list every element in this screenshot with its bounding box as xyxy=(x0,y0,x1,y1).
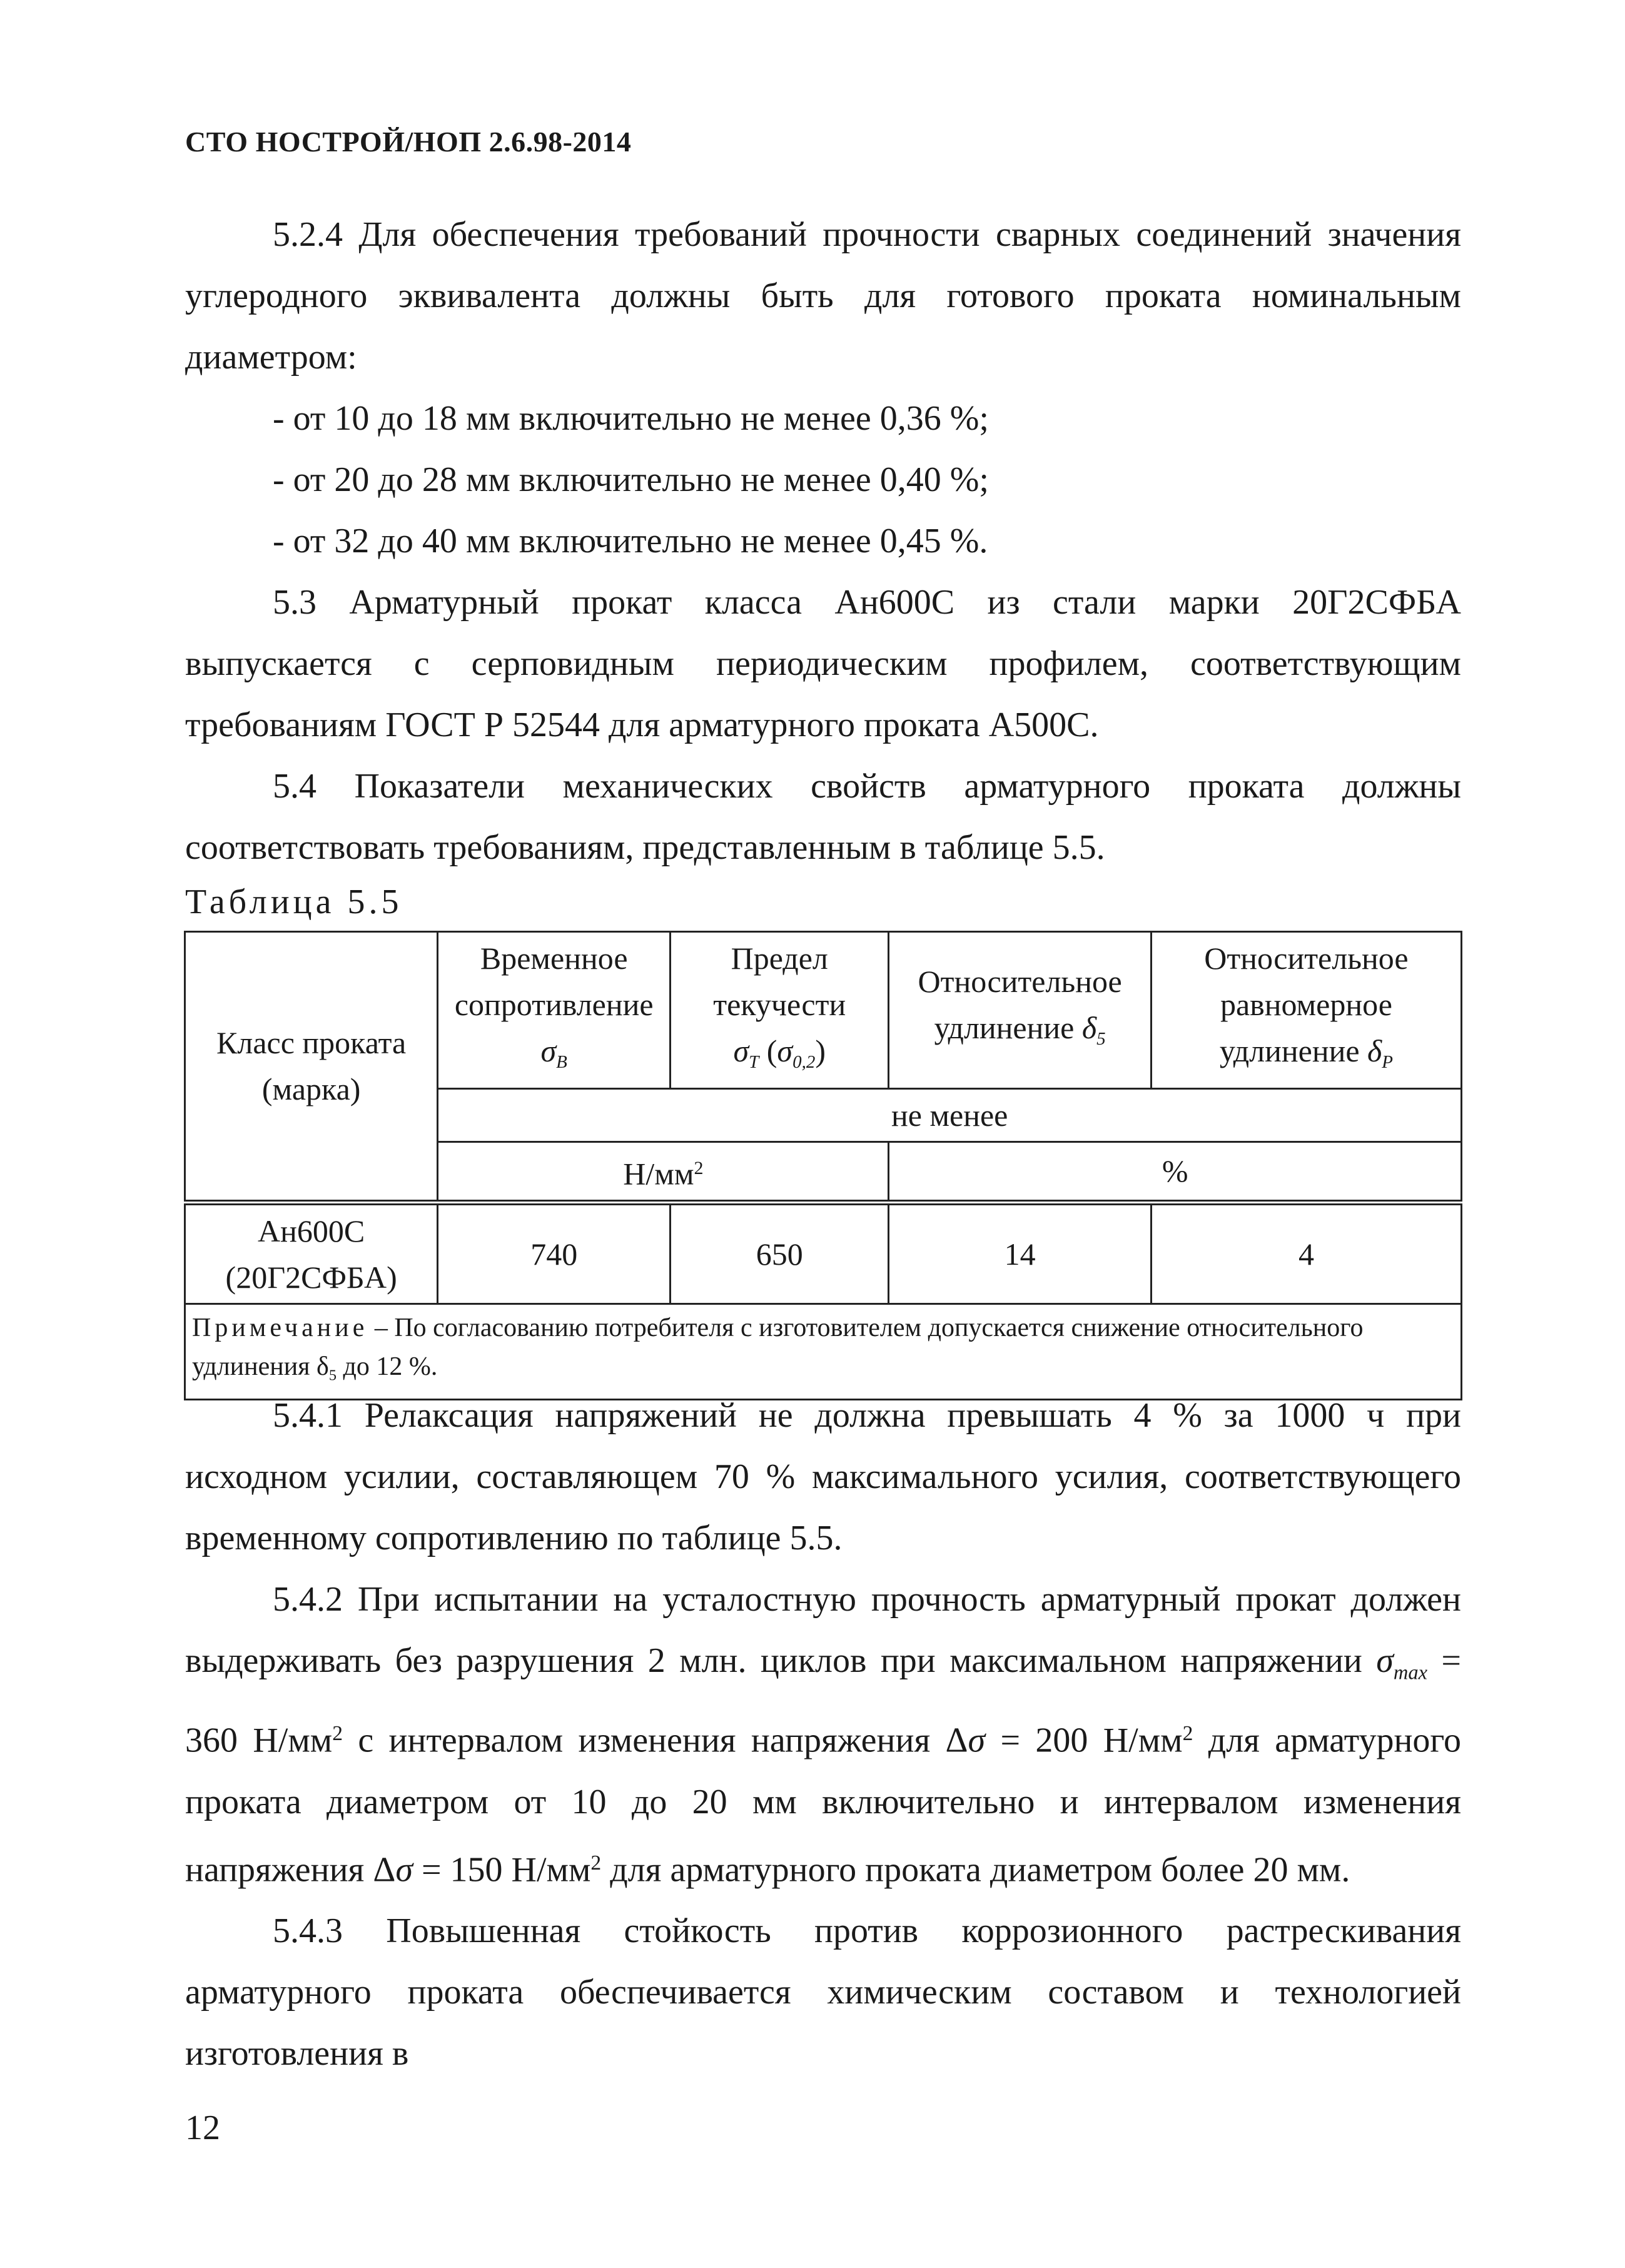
paragraph-5-4-2: 5.4.2 При испытании на усталостную прочность арматурный прокат должен выдерживать без разрушения 2 млн. циклов при максимальном напряжении $\sigma_{max} = 360$ $Н/мм^2$ с интервалом изменения напряжения Δσ = 200 $Н/мм^2$ для арматурного проката диаметром от 10 до 20 мм включительно и интервалом изменения напряжения Δσ = 150 $Н/мм^2$ для арматурного проката диаметром более 20 мм. xyxy=(185,1580,1462,1890)
paragraph-5-4-3: 5.4.3 Повышенная стойкость против коррозионного растрескивания арматурного проката обеспечивается химическим составом и технологией изготовления в xyxy=(185,1911,1461,2073)
list-item: - от 10 до 18 мм включительно не менее 0,36 %; xyxy=(273,399,989,438)
header-yield-strength: Предел текучести $\sigma_T$ $(\sigma_{0,2})$ xyxy=(671,932,889,1089)
unit-stress: $Н/мм^2$ xyxy=(438,1142,889,1203)
header-yield-text: Предел текучести xyxy=(713,941,846,1022)
symbol-sigma-alt: σ xyxy=(777,1033,793,1068)
paragraph-5-4: 5.4 Показатели механических свойств арматурного проката должны соответствовать требованиям, представленным в таблице 5.5. xyxy=(185,767,1461,867)
cell-tensile: 740 xyxy=(438,1202,671,1304)
note-label: Примечание xyxy=(192,1313,368,1342)
note-text: – По согласованию потребителя с изготовителем допускается снижение относительного удлинения δ xyxy=(192,1313,1364,1381)
header-tensile-text: Временное сопротивление xyxy=(454,941,654,1022)
text-block-top xyxy=(185,204,1461,878)
cell-uniform: 4 xyxy=(1151,1202,1461,1304)
page-number: 12 xyxy=(185,2109,220,2147)
symbol-subscript: P xyxy=(1382,1052,1394,1073)
paragraph-5-4-1: 5.4.1 Релаксация напряжений не должна превышать 4 % за 1000 ч при исходном усилии, составляющем 70 % максимального усилия, соответствующего временному сопротивлению по таблице 5.5. xyxy=(185,1396,1461,1557)
unit-percent: % xyxy=(889,1142,1462,1203)
cell-class: Ан600С (20Г2СФБА) xyxy=(185,1202,438,1304)
table-note: Примечание – По согласованию потребителя с изготовителем допускается снижение относительного удлинения $\delta_5$ до 12 %. xyxy=(185,1304,1462,1400)
symbol-subscript: T xyxy=(749,1052,759,1073)
symbol-sigma: σ xyxy=(733,1033,749,1068)
symbol-sigma: σ xyxy=(540,1033,557,1068)
header-uniform-elongation xyxy=(1151,932,1461,1089)
cell-yield: 650 xyxy=(671,1202,889,1304)
paragraph-5-3: 5.3 Арматурный прокат класса Ан600С из стали марки 20Г2СФБА выпускается с серповидным периодическим профилем, соответствующим требованиям ГОСТ Р 52544 для арматурного проката А500С. xyxy=(185,583,1461,744)
symbol-subscript: 5 xyxy=(1096,1029,1106,1050)
document-header: СТО НОСТРОЙ/НОП 2.6.98-2014 xyxy=(185,126,632,158)
header-uniform-text: Относительное равномерное удлинение xyxy=(1204,941,1409,1068)
header-class: Класс проката (марка) xyxy=(185,932,438,1203)
mechanical-properties-table xyxy=(184,931,1462,1400)
list-item: - от 20 до 28 мм включительно не менее 0,40 %; xyxy=(273,460,989,499)
min-label: не менее xyxy=(438,1089,1462,1142)
cell-elongation: 14 xyxy=(889,1202,1152,1304)
symbol-delta: δ xyxy=(1081,1010,1097,1045)
header-elongation xyxy=(889,932,1152,1089)
text-block-bottom xyxy=(185,1385,1461,2084)
list-item: - от 32 до 40 мм включительно не менее 0,45 %. xyxy=(273,522,988,560)
header-tensile-strength xyxy=(438,932,671,1089)
header-elongation-text: Относительное удлинение xyxy=(918,964,1122,1045)
paragraph-5-2-4: 5.2.4 Для обеспечения требований прочности сварных соединений значения углеродного эквивалента должны быть для готового проката номинальным диаметром: xyxy=(185,215,1461,377)
symbol-subscript: B xyxy=(556,1052,567,1073)
table-caption: Таблица 5.5 xyxy=(185,883,403,921)
symbol-delta: δ xyxy=(1367,1033,1382,1068)
symbol-subscript: 0,2 xyxy=(792,1052,816,1073)
